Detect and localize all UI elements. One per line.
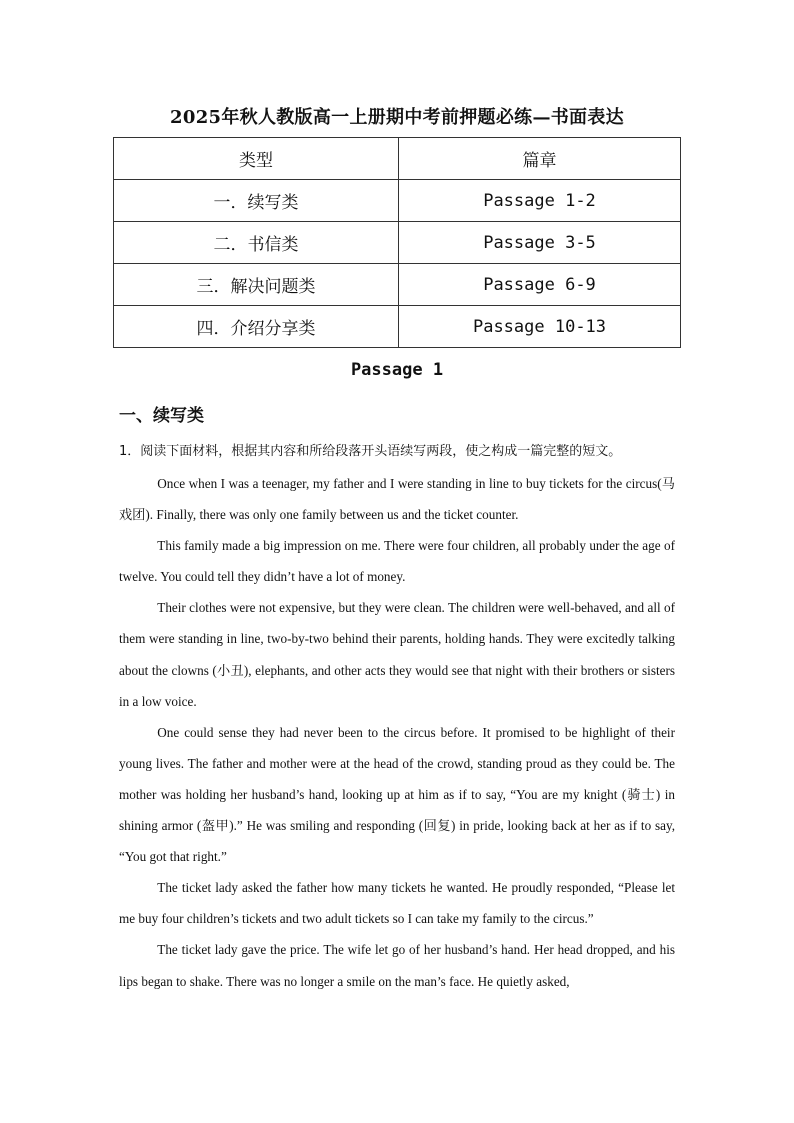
- row-passages: Passage 6-9: [399, 264, 681, 306]
- passage-heading: Passage 1: [350, 360, 444, 380]
- story-paragraph: Once when I was a teenager, my father and I were standing in line to buy tickets for the circus(马戏团). Finally, there was only one family between us and the ticket counter.: [119, 476, 675, 523]
- table-header-row: [114, 138, 681, 180]
- table-row: [114, 306, 681, 348]
- row-type: 四．介绍分享类: [114, 306, 399, 348]
- row-type: 一．续写类: [114, 180, 399, 222]
- story-text: [119, 468, 675, 997]
- section-heading: 一、续写类: [119, 406, 204, 426]
- story-paragraph: The ticket lady gave the price. The wife let go of her husband’s hand. Her head dropped, and his lips began to shake. There was no longer a smile on the man’s face. He quietly asked,: [119, 942, 675, 989]
- table-row: [114, 222, 681, 264]
- row-type: 二．书信类: [114, 222, 399, 264]
- row-passages: Passage 10-13: [399, 306, 681, 348]
- question-instruction: 1．阅读下面材料，根据其内容和所给段落开头语续写两段，使之构成一篇完整的短文。: [119, 444, 622, 459]
- row-passages: Passage 1-2: [399, 180, 681, 222]
- story-paragraph: The ticket lady asked the father how many tickets he wanted. He proudly responded, “Please let me buy four children’s tickets and two adult tickets so I can take my family to the circus.”: [119, 880, 675, 927]
- story-paragraph: Their clothes were not expensive, but they were clean. The children were well-behaved, and all of them were standing in line, two-by-two behind their parents, holding hands. They were excitedly talking about the clowns (小丑), elephants, and other acts they would see that night with their brothers or sisters in a low voice.: [119, 600, 675, 709]
- page-title: 2025年秋人教版高一上册期中考前押题必练—书面表达: [170, 107, 624, 128]
- header-type: 类型: [114, 138, 399, 180]
- table-row: [114, 264, 681, 306]
- row-type: 三．解决问题类: [114, 264, 399, 306]
- row-passages: Passage 3-5: [399, 222, 681, 264]
- header-passages: 篇章: [399, 138, 681, 180]
- story-paragraph: One could sense they had never been to the circus before. It promised to be highlight of their young lives. The father and mother were at the head of the crowd, standing proud as they could be. The mother was holding her husband’s hand, looking up at him as if to say, “You are my knight (骑士) in shining armor (盔甲).” He was smiling and responding (回复) in pride, looking back at her as if to say, “You got that right.”: [119, 724, 675, 865]
- contents-table: [113, 137, 681, 348]
- story-paragraph: This family made a big impression on me. There were four children, all probably under the age of twelve. You could tell they didn’t have a lot of money.: [119, 538, 675, 585]
- table-row: [114, 180, 681, 222]
